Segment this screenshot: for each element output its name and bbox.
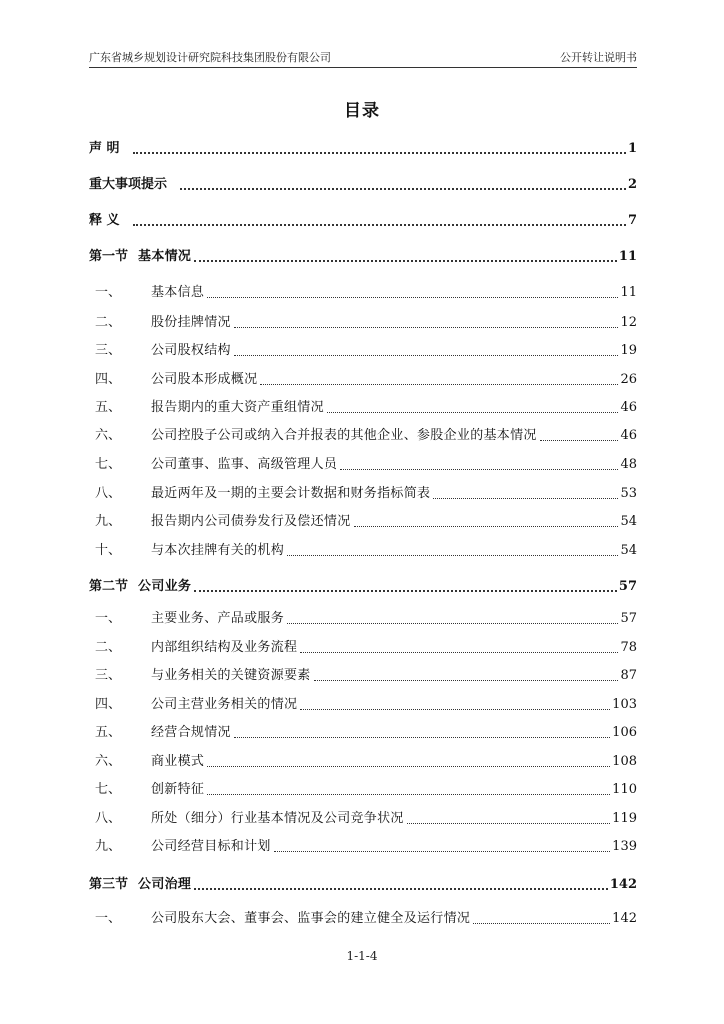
toc-entry-number: 五、: [95, 400, 122, 415]
toc-dot-leader: [473, 923, 610, 924]
toc-dot-leader: [260, 384, 618, 385]
toc-dot-leader: [354, 526, 619, 527]
toc-entry-page: 46: [620, 428, 637, 443]
toc-subsection-entry[interactable]: [89, 483, 637, 503]
toc-section-entry[interactable]: [89, 174, 637, 194]
toc-entry-number: 四、: [95, 697, 122, 712]
toc-entry-label: 所处（细分）行业基本情况及公司竞争状况: [151, 811, 404, 826]
toc-section-entry[interactable]: [89, 210, 637, 230]
toc-entry-label: 创新特征: [151, 782, 205, 797]
toc-subsection-entry[interactable]: [89, 908, 637, 928]
toc-entry-number: 三、: [95, 343, 122, 358]
toc-dot-leader: [287, 623, 618, 624]
toc-entry-page: 7: [627, 213, 637, 228]
toc-subsection-entry[interactable]: [89, 425, 637, 445]
toc-dot-leader: [540, 440, 619, 441]
toc-subsection-entry[interactable]: [89, 779, 637, 799]
toc-dot-leader: [287, 555, 618, 556]
toc-entry-number: 二、: [95, 640, 122, 655]
toc-entry-page: 48: [620, 457, 637, 472]
toc-entry-page: 1: [627, 141, 637, 156]
toc-subsection-entry[interactable]: [89, 511, 637, 531]
toc-entry-number: 一、: [95, 611, 122, 626]
toc-entry-number: 释 义: [89, 213, 120, 228]
toc-entry-page: 11: [618, 249, 637, 264]
toc-entry-page: 106: [612, 725, 637, 740]
toc-entry-label: 经营合规情况: [151, 725, 231, 740]
toc-subsection-entry[interactable]: [89, 312, 637, 332]
toc-entry-label: 报告期内公司债券发行及偿还情况: [151, 514, 351, 529]
toc-entry-number: 七、: [95, 457, 122, 472]
toc-dot-leader: [340, 469, 618, 470]
toc-entry-label: 公司股权结构: [151, 343, 231, 358]
toc-entry-page: 103: [612, 697, 637, 712]
toc-dot-leader: [133, 224, 626, 226]
toc-entry-page: 26: [620, 372, 637, 387]
toc-subsection-entry[interactable]: [89, 694, 637, 714]
toc-subsection-entry[interactable]: [89, 665, 637, 685]
toc-entry-label: 公司主营业务相关的情况: [151, 697, 298, 712]
toc-dot-leader: [234, 327, 619, 328]
toc-entry-page: 46: [620, 400, 637, 415]
toc-entry-number: 三、: [95, 668, 122, 683]
toc-entry-label: 公司股本形成概况: [151, 372, 258, 387]
toc-entry-page: 53: [620, 486, 637, 501]
toc-entry-label: 内部组织结构及业务流程: [151, 640, 298, 655]
toc-dot-leader: [274, 851, 610, 852]
toc-subsection-entry[interactable]: [89, 808, 637, 828]
toc-title: 目录: [344, 101, 380, 121]
toc-entry-page: 11: [620, 285, 637, 300]
toc-subsection-entry[interactable]: [89, 836, 637, 856]
toc-entry-number: 一、: [95, 285, 122, 300]
toc-entry-page: 142: [609, 877, 637, 892]
toc-entry-page: 87: [620, 668, 637, 683]
toc-entry-page: 12: [620, 315, 637, 330]
toc-entry-number: 九、: [95, 839, 122, 854]
toc-subsection-entry[interactable]: [89, 369, 637, 389]
toc-entry-number: 二、: [95, 315, 122, 330]
toc-entry-number: 四、: [95, 372, 122, 387]
toc-entry-label: 主要业务、产品或服务: [151, 611, 285, 626]
toc-entry-number: 八、: [95, 811, 122, 826]
toc-entry-number: 八、: [95, 486, 122, 501]
toc-subsection-entry[interactable]: [89, 751, 637, 771]
toc-section-entry[interactable]: [89, 576, 637, 596]
toc-entry-page: 57: [618, 579, 637, 594]
toc-dot-leader: [180, 188, 626, 190]
toc-entry-page: 2: [627, 177, 637, 192]
toc-entry-number: 六、: [95, 428, 122, 443]
toc-entry-label: 基本情况: [138, 249, 192, 264]
toc-entry-label: 股份挂牌情况: [151, 315, 231, 330]
toc-dot-leader: [314, 680, 619, 681]
header-document-type: 公开转让说明书: [560, 51, 637, 64]
toc-entry-page: 119: [612, 811, 637, 826]
toc-dot-leader: [207, 297, 618, 298]
toc-dot-leader: [194, 590, 617, 592]
toc-entry-number: 一、: [95, 911, 122, 926]
toc-entry-number: 第三节: [89, 877, 129, 892]
toc-entry-label: 基本信息: [151, 285, 205, 300]
toc-entry-page: 19: [620, 343, 637, 358]
toc-entry-label: 公司股东大会、董事会、监事会的建立健全及运行情况: [151, 911, 471, 926]
toc-entry-page: 110: [612, 782, 637, 797]
toc-entry-number: 第二节: [89, 579, 129, 594]
toc-dot-leader: [133, 152, 626, 154]
header-company-name: 广东省城乡规划设计研究院科技集团股份有限公司: [89, 51, 331, 64]
toc-dot-leader: [207, 794, 610, 795]
page-number: 1-1-4: [346, 949, 378, 963]
toc-entry-number: 六、: [95, 754, 122, 769]
toc-dot-leader: [327, 412, 619, 413]
header-divider: [89, 67, 637, 68]
toc-subsection-entry[interactable]: [89, 540, 637, 560]
toc-entry-number: 声 明: [89, 141, 120, 156]
toc-entry-number: 第一节: [89, 249, 129, 264]
toc-section-entry[interactable]: [89, 246, 637, 266]
toc-entry-label: 公司治理: [138, 877, 192, 892]
toc-entry-label: 公司业务: [138, 579, 192, 594]
toc-entry-label: 公司控股子公司或纳入合并报表的其他企业、参股企业的基本情况: [151, 428, 537, 443]
toc-entry-label: 最近两年及一期的主要会计数据和财务指标简表: [151, 486, 431, 501]
toc-entry-number: 十、: [95, 543, 122, 558]
toc-dot-leader: [234, 737, 610, 738]
toc-entry-page: 142: [612, 911, 637, 926]
toc-dot-leader: [433, 498, 618, 499]
toc-entry-label: 公司董事、监事、高级管理人员: [151, 457, 338, 472]
toc-subsection-entry[interactable]: [89, 454, 637, 474]
toc-dot-leader: [407, 823, 610, 824]
page-header: [89, 50, 637, 66]
toc-section-entry[interactable]: [89, 138, 637, 158]
toc-entry-page: 54: [620, 514, 637, 529]
toc-subsection-entry[interactable]: [89, 340, 637, 360]
toc-dot-leader: [300, 709, 610, 710]
toc-subsection-entry[interactable]: [89, 637, 637, 657]
toc-entry-label: 公司经营目标和计划: [151, 839, 271, 854]
toc-entry-label: 报告期内的重大资产重组情况: [151, 400, 324, 415]
toc-entry-number: 九、: [95, 514, 122, 529]
toc-entry-number: 七、: [95, 782, 122, 797]
toc-entry-number: 重大事项提示: [89, 177, 168, 192]
toc-dot-leader: [194, 260, 617, 262]
toc-entry-label: 商业模式: [151, 754, 205, 769]
toc-entry-label: 与业务相关的关键资源要素: [151, 668, 311, 683]
toc-subsection-entry[interactable]: [89, 282, 637, 302]
toc-entry-number: 五、: [95, 725, 122, 740]
toc-entry-page: 57: [620, 611, 637, 626]
toc-dot-leader: [207, 766, 610, 767]
toc-subsection-entry[interactable]: [89, 397, 637, 417]
toc-entry-label: 与本次挂牌有关的机构: [151, 543, 285, 558]
toc-entry-page: 78: [620, 640, 637, 655]
toc-section-entry[interactable]: [89, 874, 637, 894]
toc-entry-page: 139: [612, 839, 637, 854]
toc-subsection-entry[interactable]: [89, 722, 637, 742]
toc-dot-leader: [234, 355, 619, 356]
toc-dot-leader: [300, 652, 618, 653]
toc-entry-page: 108: [612, 754, 637, 769]
toc-entry-page: 54: [620, 543, 637, 558]
toc-subsection-entry[interactable]: [89, 608, 637, 628]
toc-dot-leader: [194, 888, 608, 890]
